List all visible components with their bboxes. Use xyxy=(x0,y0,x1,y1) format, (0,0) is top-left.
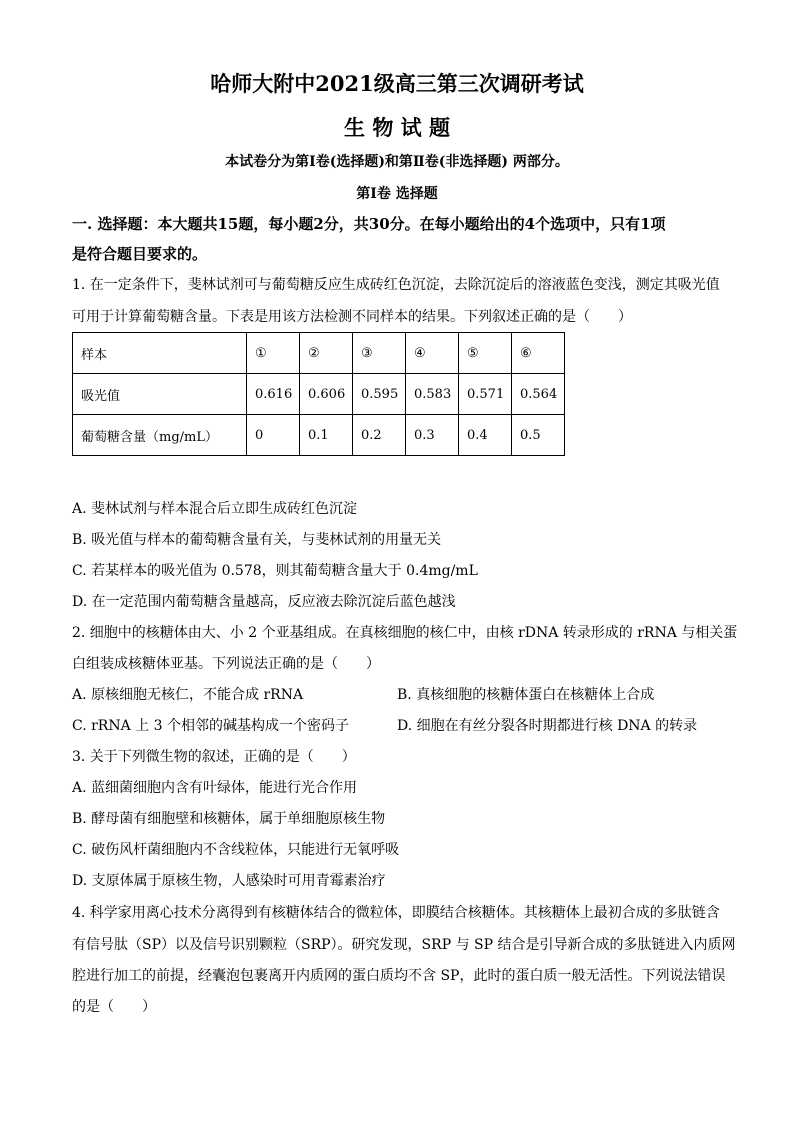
section-heading-line1: 一. 选择题：本大题共15题，每小题2分，共30分。在每小题给出的4个选项中，只有1项 xyxy=(72,215,666,233)
q4-stem-line4: 的是（ ） xyxy=(72,999,156,1015)
table-cell: ⑤ xyxy=(459,333,512,374)
table-cell: 0.571 xyxy=(459,374,512,415)
section-heading-line2: 是符合题目要求的。 xyxy=(72,245,208,263)
table-row xyxy=(73,333,565,374)
table-cell: 0.583 xyxy=(406,374,459,415)
table-cell: 0.4 xyxy=(459,415,512,456)
table-row xyxy=(73,374,565,415)
table-cell: 0.595 xyxy=(353,374,406,415)
table-cell: 0.564 xyxy=(512,374,565,415)
table-cell: 吸光值 xyxy=(73,374,247,415)
table-cell: 0.1 xyxy=(300,415,353,456)
q1-stem-line1: 1. 在一定条件下，斐林试剂可与葡萄糖反应生成砖红色沉淀，去除沉淀后的溶液蓝色变浅，测定其吸光值 xyxy=(72,277,720,293)
table-cell: 0.2 xyxy=(353,415,406,456)
q2-option-b: B. 真核细胞的核糖体蛋白在核糖体上合成 xyxy=(397,687,655,703)
q1-stem-line2: 可用于计算葡萄糖含量。下表是用该方法检测不同样本的结果。下列叙述正确的是（ ） xyxy=(72,309,632,325)
q2-option-c: C. rRNA 上 3 个相邻的碱基构成一个密码子 xyxy=(72,718,349,734)
q1-option-b: B. 吸光值与样本的葡萄糖含量有关，与斐林试剂的用量无关 xyxy=(72,532,442,548)
table-cell: ④ xyxy=(406,333,459,374)
table-cell: 样本 xyxy=(73,333,247,374)
q3-option-c: C. 破伤风杆菌细胞内不含线粒体，只能进行无氧呼吸 xyxy=(72,842,400,858)
paper-note: 本试卷分为第Ⅰ卷(选择题)和第Ⅱ卷(非选择题) 两部分。 xyxy=(225,154,569,170)
q1-data-table xyxy=(72,332,565,456)
q4-stem-line1: 4. 科学家用离心技术分离得到有核糖体结合的微粒体，即膜结合核糖体。其核糖体上最初合成的多肽链含 xyxy=(72,905,720,921)
q3-option-d: D. 支原体属于原核生物，人感染时可用青霉素治疗 xyxy=(72,873,386,889)
table-cell: ③ xyxy=(353,333,406,374)
table-cell: 0.616 xyxy=(247,374,300,415)
q2-stem-line1: 2. 细胞中的核糖体由大、小 2 个亚基组成。在真核细胞的核仁中，由核 rDNA 转录形成的 rRNA 与相关蛋 xyxy=(72,625,738,641)
table-row xyxy=(73,415,565,456)
q2-option-a: A. 原核细胞无核仁，不能合成 rRNA xyxy=(72,687,304,703)
table-cell: 0.3 xyxy=(406,415,459,456)
q3-option-b: B. 酵母菌有细胞壁和核糖体，属于单细胞原核生物 xyxy=(72,811,386,827)
table-cell: 葡萄糖含量（mg/mL） xyxy=(73,415,247,456)
table-cell: ① xyxy=(247,333,300,374)
q3-option-a: A. 蓝细菌细胞内含有叶绿体，能进行光合作用 xyxy=(72,780,358,796)
q2-option-d: D. 细胞在有丝分裂各时期都进行核 DNA 的转录 xyxy=(397,718,698,734)
q1-option-d: D. 在一定范围内葡萄糖含量越高，反应液去除沉淀后蓝色越浅 xyxy=(72,594,456,610)
table-cell: 0.606 xyxy=(300,374,353,415)
q1-option-a: A. 斐林试剂与样本混合后立即生成砖红色沉淀 xyxy=(72,501,358,517)
subject-title: 生 物 试 题 xyxy=(344,115,450,140)
exam-title: 哈师大附中2021级高三第三次调研考试 xyxy=(210,71,584,96)
part-heading: 第Ⅰ卷 选择题 xyxy=(356,186,438,202)
q4-stem-line2: 有信号肽（SP）以及信号识别颗粒（SRP）。研究发现，SRP 与 SP 结合是引导新合成的多肽链进入内质网 xyxy=(72,937,736,953)
q1-option-c: C. 若某样本的吸光值为 0.578，则其葡萄糖含量大于 0.4mg/mL xyxy=(72,563,478,579)
table-cell: ⑥ xyxy=(512,333,565,374)
q4-stem-line3: 腔进行加工的前提，经囊泡包裹离开内质网的蛋白质均不含 SP，此时的蛋白质一般无活性。下列说法错误 xyxy=(72,968,726,984)
q2-stem-line2: 白组装成核糖体亚基。下列说法正确的是（ ） xyxy=(72,656,380,672)
q3-stem: 3. 关于下列微生物的叙述，正确的是（ ） xyxy=(72,749,356,765)
table-cell: 0 xyxy=(247,415,300,456)
table-cell: 0.5 xyxy=(512,415,565,456)
table-cell: ② xyxy=(300,333,353,374)
